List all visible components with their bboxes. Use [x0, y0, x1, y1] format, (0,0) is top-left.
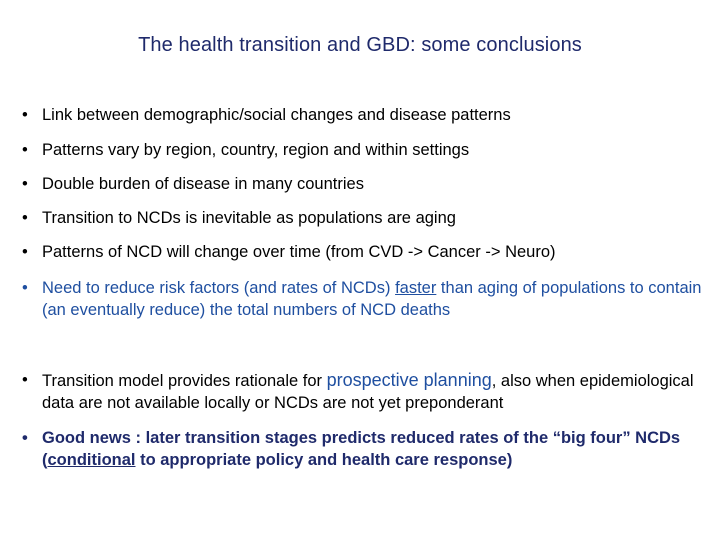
bullet-item: [22, 207, 712, 229]
bullet-marker: •: [22, 243, 28, 261]
bullet-text: Link between demographic/social changes and disease patterns: [42, 106, 511, 124]
bullet-item: [22, 277, 712, 321]
bullet-text: [42, 369, 712, 414]
bullet-marker: •: [22, 429, 28, 447]
bullet-text-part: than aging of populations to contain (an eventually reduce) the total numbers of NCD deaths: [42, 279, 702, 319]
bullet-text: Transition to NCDs is inevitable as populations are aging: [42, 209, 456, 227]
bullet-item: [22, 139, 712, 161]
bullet-marker: •: [22, 106, 28, 124]
emphasis-highlight: prospective planning: [326, 370, 492, 390]
emphasis-underlined: conditional: [47, 451, 136, 469]
bullet-item: [22, 104, 712, 126]
bullet-item: [22, 173, 712, 195]
bullet-text: Patterns of NCD will change over time (from CVD -> Cancer -> Neuro): [42, 243, 556, 261]
bullet-item: [22, 241, 712, 263]
bullet-item: [22, 369, 712, 414]
emphasis-underlined: faster: [395, 279, 437, 297]
bullet-marker: •: [22, 209, 28, 227]
bullet-marker: •: [22, 141, 28, 159]
bullet-text: Double burden of disease in many countries: [42, 175, 364, 193]
bullet-text-part: Good news : later transition stages predicts reduced rates of the “big four” NCDs (: [42, 429, 681, 469]
bullet-text: [42, 277, 712, 321]
bullet-text: [42, 427, 712, 471]
bullet-item: [22, 427, 712, 471]
bullet-text-part: to appropriate policy and health care response): [135, 451, 513, 469]
bullet-text-part: Need to reduce risk factors (and rates of NCDs): [42, 279, 396, 297]
bullet-marker: •: [22, 371, 28, 389]
slide-title: The health transition and GBD: some conclusions: [138, 34, 582, 56]
bullet-marker: •: [22, 279, 28, 297]
bullet-marker: •: [22, 175, 28, 193]
bullet-text-part: , also when epidemiological data are not available locally or NCDs are not yet preponderant: [42, 372, 694, 412]
bullet-text-part: Transition model provides rationale for: [42, 372, 327, 390]
bullet-text: Patterns vary by region, country, region and within settings: [42, 141, 470, 159]
